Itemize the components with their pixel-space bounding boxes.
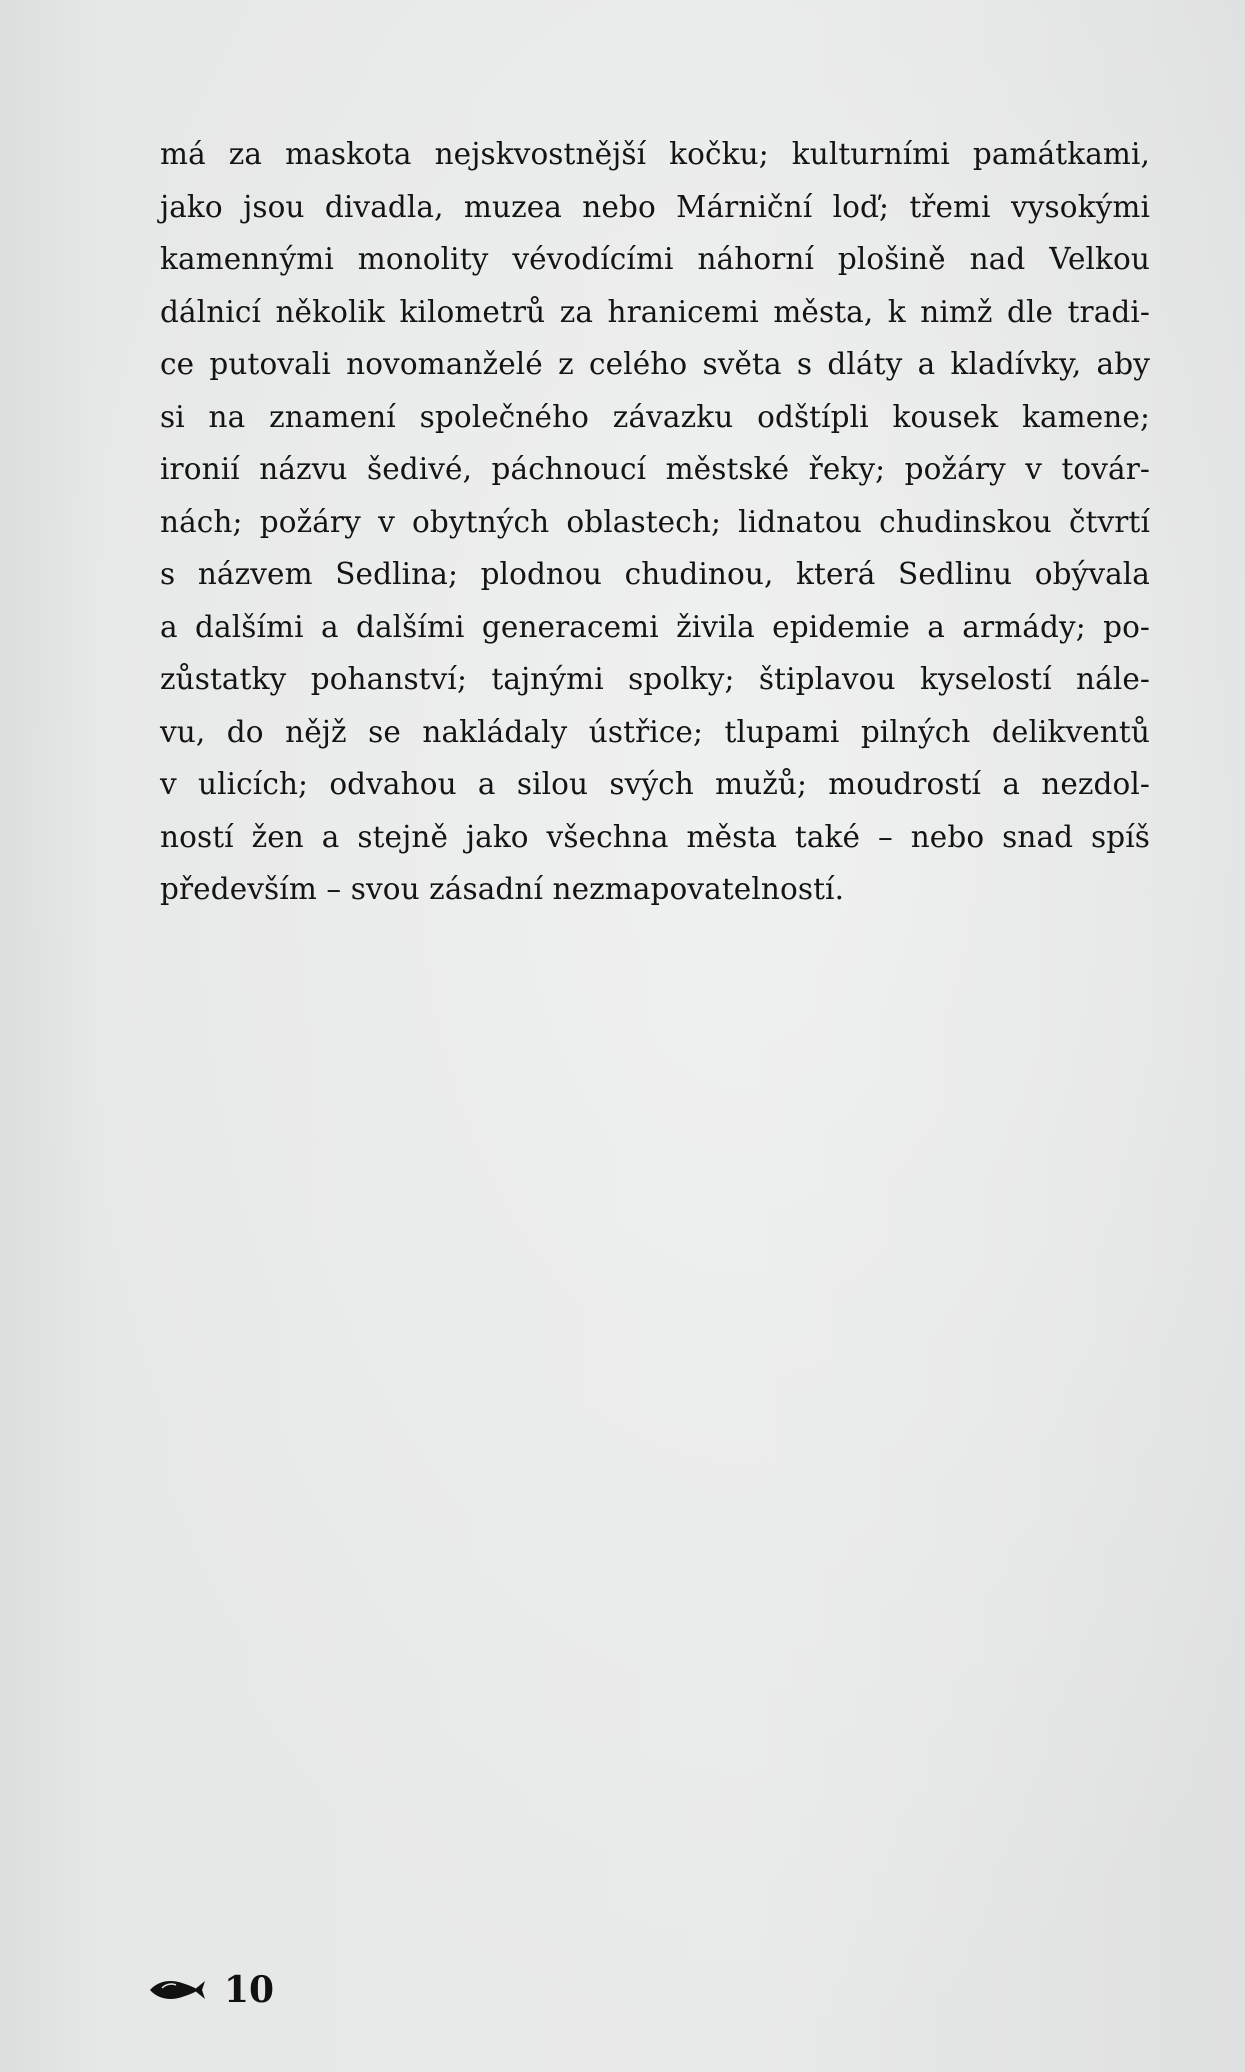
text-line: ností žen a stejně jako všechna města také – nebo snad spíš	[160, 819, 1150, 854]
text-line: ironií názvu šedivé, páchnoucí městské řeky; požáry v továr-	[160, 452, 1150, 486]
text-line: především – svou zásadní nezmapovatelností.	[160, 872, 845, 906]
text-line: nách; požáry v obytných oblastech; lidnatou chudinskou čtvrtí	[160, 504, 1150, 539]
text-line: zůstatky pohanství; tajnými spolky; štiplavou kyselostí nále-	[160, 662, 1150, 696]
text-line: jako jsou divadla, muzea nebo Márniční loď; třemi vysokými	[160, 189, 1150, 224]
text-line: s názvem Sedlina; plodnou chudinou, která Sedlinu obývala	[160, 557, 1150, 591]
text-line: si na znamení společného závazku odštípli kousek kamene;	[160, 399, 1150, 434]
page-footer	[148, 1965, 274, 2015]
page-number: 10	[224, 1969, 275, 2011]
text-line: a dalšími a dalšími generacemi živila epidemie a armády; po-	[160, 609, 1150, 644]
text-line: vu, do nějž se nakládaly ústřice; tlupami pilných delikventů	[160, 714, 1150, 749]
text-line: má za maskota nejskvostnější kočku; kulturními památkami,	[160, 137, 1150, 171]
text-line: v ulicích; odvahou a silou svých mužů; moudrostí a nezdol-	[160, 767, 1150, 801]
fish-ornament-icon	[148, 1975, 206, 2005]
text-line: dálnicí několik kilometrů za hranicemi města, k nimž dle tradi-	[160, 294, 1150, 329]
text-line: kamennými monolity vévodícími náhorní plošině nad Velkou	[160, 242, 1150, 276]
body-text	[160, 128, 1150, 916]
text-line: ce putovali novomanželé z celého světa s dláty a kladívky, aby	[160, 347, 1150, 381]
